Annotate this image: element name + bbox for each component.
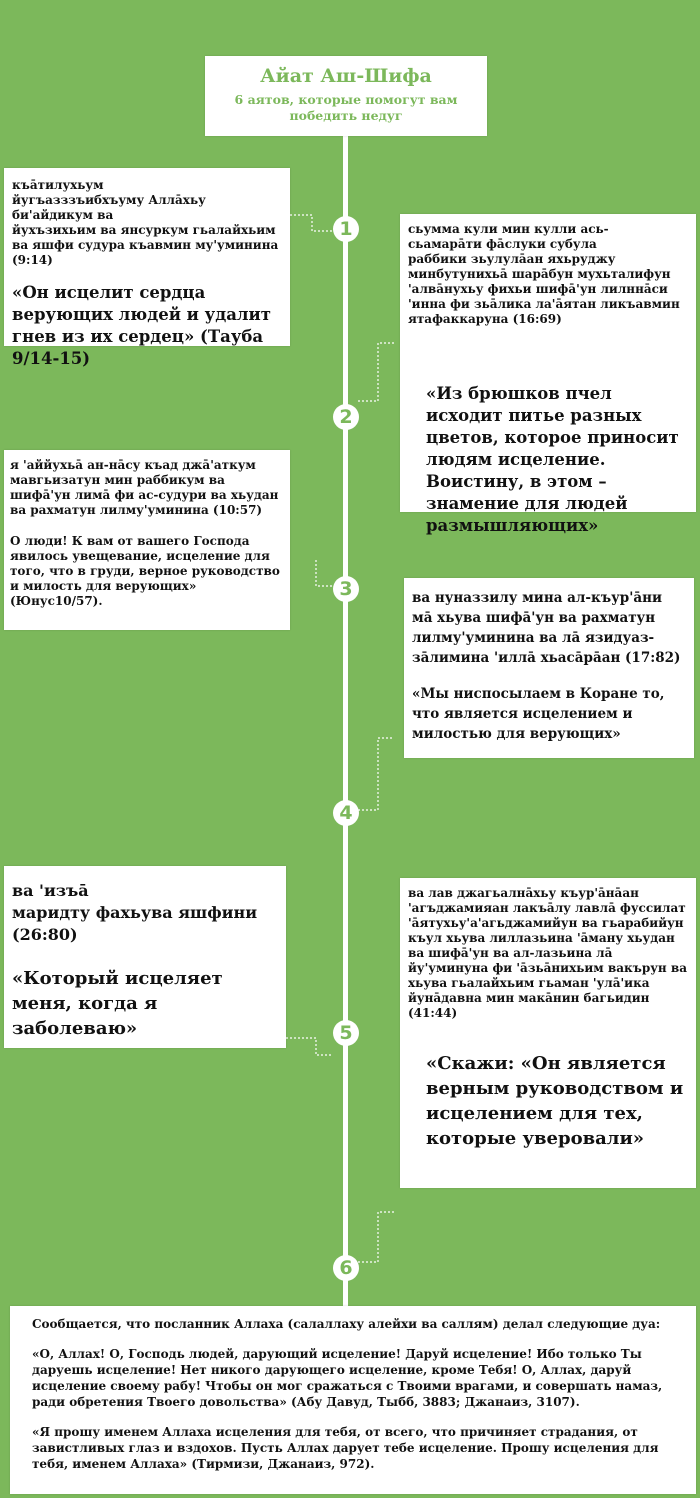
ayat-3-translation: О люди! К вам от вашего Господа явилось увещевание, исцеление для того, что в груди, верное руководство и милость для верующих» (Юнус10/57). xyxy=(10,534,280,608)
ayat-3-transliteration: я 'аййухьā ан-нāсу къад джā'аткум мавгьизатун мин раббикум ва шифā'ун лимā фи ас-судури ва хьудан ва рахматун лилму'уминина (10:57) xyxy=(10,458,279,517)
ayat-6-transliteration: ва лав джагьалнāхьу къур'āнāан 'агъджамияан лакъāлу лавлā фуссилат 'āятухьу'а'агьджамийун ва гьарабийун къул хьува лиллазьина 'āману хьудан ва шифā'ун ва ал-лазьина лā йу'уминуна фи 'āзьāнихьим вакърун ва хьува гьалайхьим гьаман 'улā'ика йунāдавна мин макāнин багьидин (41:44) xyxy=(408,886,688,1020)
ayat-card-2 xyxy=(400,214,696,535)
footer-dua-1: «О, Аллах! О, Господь людей, дарующий исцеление! Даруй исцеление! Ибо только Ты даруешь исцеление! Нет никого дарующего исцеление, кроме Тебя! О, Аллах, даруй исцеление своему рабу! Чтобы он мог сражаться с Твоими врагами, и совершать намаз, ради обретения Твоего довольства» (Абу Давуд, Тыбб, 3883; Джанаиз, 3107). xyxy=(32,1347,663,1409)
footer-intro: Сообщается, что посланник Аллаха (салаллаху алейхи ва саллям) делал следующие дуа: xyxy=(32,1317,661,1331)
header-card xyxy=(205,56,487,136)
ayat-2-transliteration: сьумма кули мин кулли ась- сьамарāти фāслуки субула раббики зьулулāан яхьруджу минбутунихьā шарāбун мухьталифун 'алвāнухьу фихьи шифā'ун лилннāси 'инна фи зьāлика ла'āятан ликъавмин ятафаккаруна (16:69) xyxy=(408,222,680,326)
node-1: 1 xyxy=(333,216,359,242)
node-5: 5 xyxy=(333,1020,359,1046)
node-3: 3 xyxy=(333,576,359,602)
node-6: 6 xyxy=(333,1255,359,1281)
ayat-5-translation: «Который исцеляет меня, когда я заболеваю» xyxy=(12,968,223,1039)
ayat-6-translation: «Скажи: «Он является верным руководством и исцелением для тех, которые уверовали» xyxy=(426,1053,684,1149)
page-subtitle: 6 аятов, которые помогут вам победить недуг xyxy=(234,92,458,123)
ayat-card-3 xyxy=(4,450,290,630)
ayat-4-transliteration: ва нуназзилу мина ал-къур'āни мā хьува шифā'ун ва рахматун лилму'уминина ва лā язидуаз-зāлимина 'иллā хьасāрāан (17:82) xyxy=(412,590,681,666)
ayat-card-5 xyxy=(4,866,286,1048)
page-title: Айат Аш-Шифа xyxy=(260,65,432,87)
footer-dua-2: «Я прошу именем Аллаха исцеления для тебя, от всего, что причиняет страдания, от завистливых глаз и вздохов. Пусть Аллах дарует тебе исцеление. Прошу исцеления для тебя, именем Аллаха» (Тирмизи, Джанаиз, 972). xyxy=(32,1425,659,1471)
ayat-5-transliteration: ва 'изъā маридту фахьува яшфини (26:80) xyxy=(12,881,258,944)
node-4: 4 xyxy=(333,800,359,826)
ayat-4-translation: «Мы ниспосылаем в Коране то, что является исцелением и милостью для верующих» xyxy=(412,686,665,742)
node-2: 2 xyxy=(333,404,359,430)
ayat-card-6 xyxy=(400,878,696,1188)
ayat-1-transliteration: къāтилухьум йугъазззъибхъуму Аллāхьу би'айдикум ва йухъзихьим ва янсуркум гьалайхьим ва яшфи судура къавмин му'уминина (9:14) xyxy=(12,178,279,267)
ayat-2-translation: «Из брюшков пчел исходит питье разных цветов, которое приносит людям исцеление. Воистину, в этом – знамение для людей размышляющих» xyxy=(426,384,679,535)
footer-card xyxy=(10,1306,696,1494)
ayat-card-1 xyxy=(4,168,290,368)
ayat-card-4 xyxy=(404,578,694,758)
ayat-1-translation: «Он исцелит сердца верующих людей и удалит гнев из их сердец» (Тауба 9/14-15) xyxy=(12,283,272,368)
